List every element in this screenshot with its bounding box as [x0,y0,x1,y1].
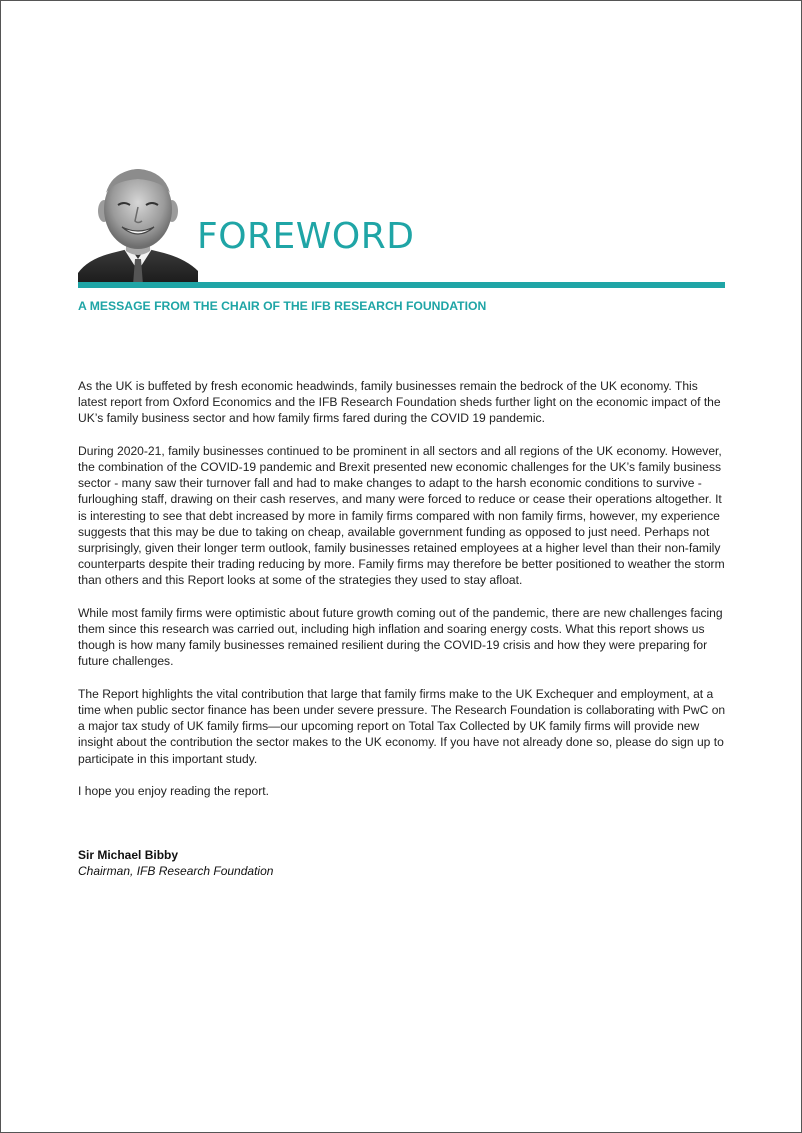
portrait-photo-icon [78,163,198,285]
page-subtitle: A MESSAGE FROM THE CHAIR OF THE IFB RESEARCH FOUNDATION [78,299,487,313]
paragraph: The Report highlights the vital contribution that large that family firms make to the UK Exchequer and employment, at a time when public sector finance has been under severe pressure. The Research Foundation is collaborating with PwC on a major tax study of UK family firms—our upcoming report on Total Tax Collected by UK family firms will provide new insight about the contribution the sector makes to the UK economy. If you have not already done so, please do sign up to participate in this important study. [78,686,726,766]
signatory-name: Sir Michael Bibby [78,848,179,862]
signatory-role: Chairman, IFB Research Foundation [78,864,274,878]
foreword-body [78,378,728,815]
page-title: FOREWORD [197,216,415,257]
paragraph: I hope you enjoy reading the report. [78,784,269,799]
signature-block [78,847,273,879]
paragraph: While most family firms were optimistic about future growth coming out of the pandemic, there are new challenges facing them since this research was carried out, including high inflation and soaring energy costs. What this report shows us though is how many family businesses remained resilient during the COVID-19 crisis and how they were preparing for future challenges. [78,605,723,669]
author-portrait [78,163,198,285]
paragraph: During 2020-21, family businesses continued to be prominent in all sectors and all regions of the UK economy. However, the combination of the COVID-19 pandemic and Brexit presented new economic challenges for the UK’s family business sector - many saw their turnover fall and had to make changes to adapt to the harsh economic conditions to survive - furloughing staff, drawing on their cash reserves, and many were forced to reduce or cease their operations altogether. It is interesting to see that debt increased by more in family firms compared with non family firms, however, my experience suggests that this may be due to taking on cheap, available government funding as opposed to just need. Perhaps not surprisingly, given their longer term outlook, family businesses retained employees at a higher level than their non-family counterparts despite their trading reducing by more. Family firms may therefore be better positioned to weather the storm than others and this Report looks at some of the strategies they used to stay afloat. [78,443,725,588]
paragraph: As the UK is buffeted by fresh economic headwinds, family businesses remain the bedrock of the UK economy. This latest report from Oxford Economics and the IFB Research Foundation sheds further light on the economic impact of the UK’s family business sector and how family firms fared during the COVID 19 pandemic. [78,379,721,426]
title-divider [78,282,725,288]
